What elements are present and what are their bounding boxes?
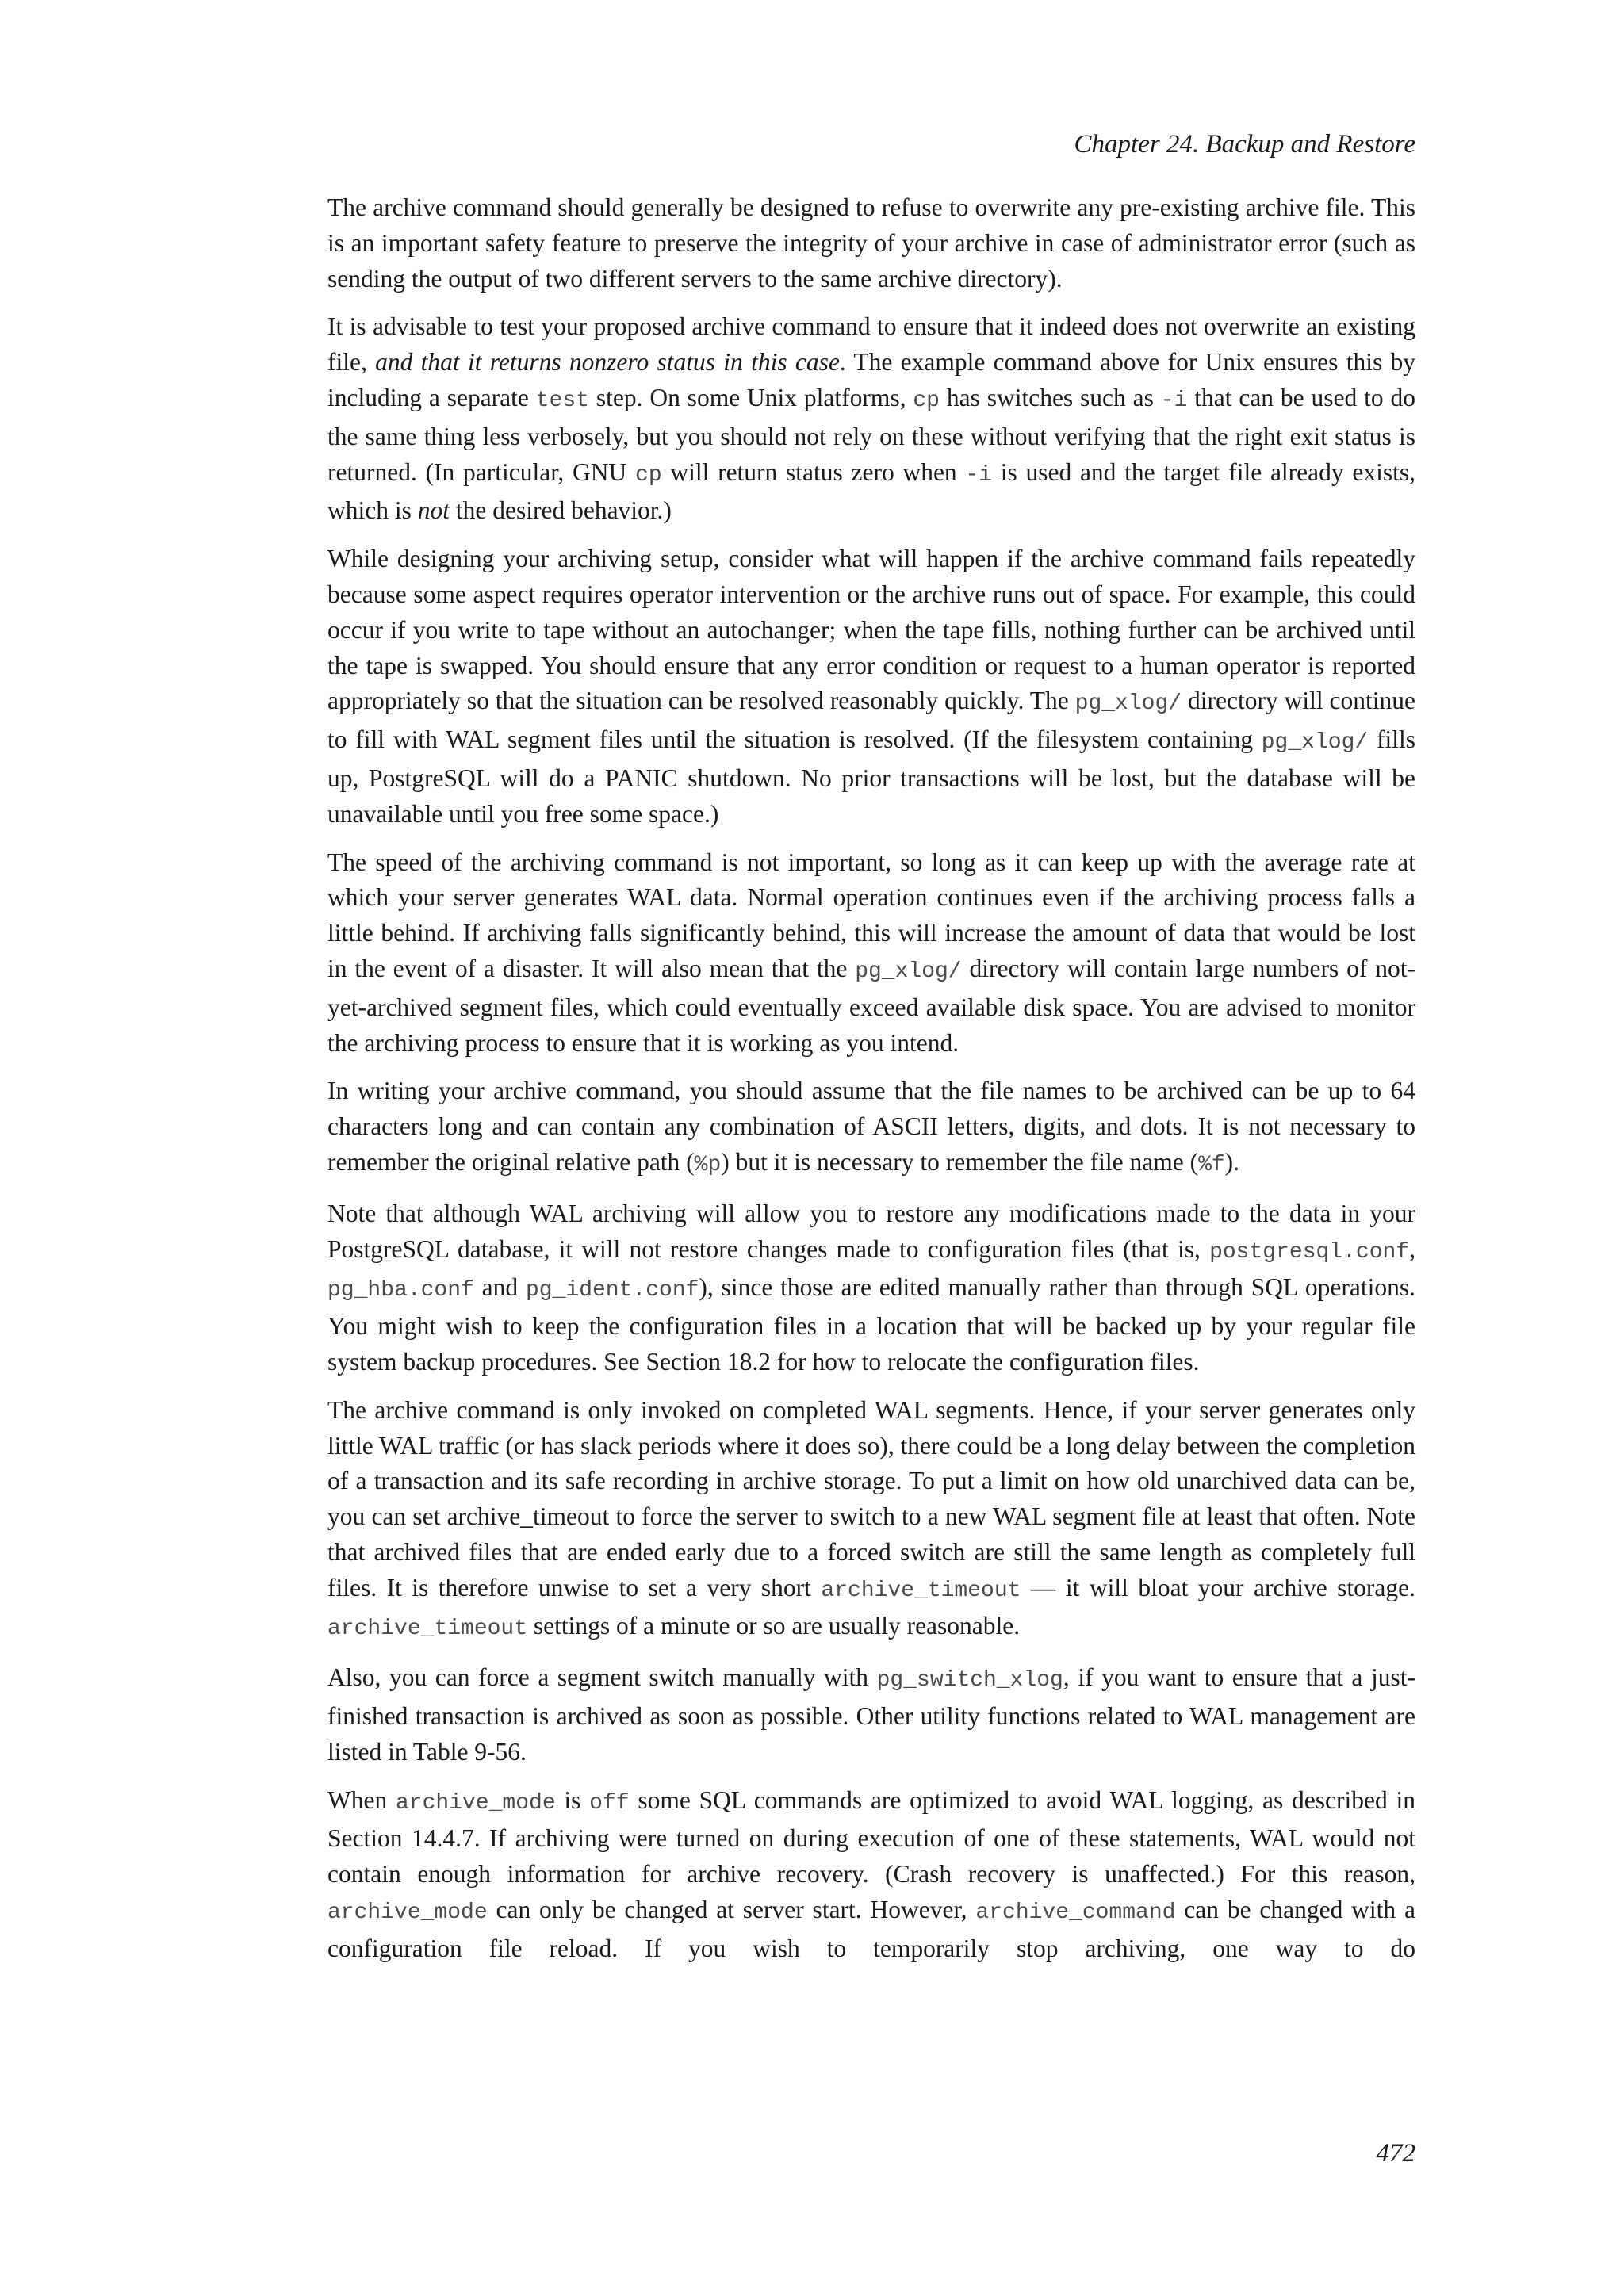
inline-code: test [535, 388, 589, 413]
paragraph-text: Note that although WAL archiving will allow you to restore any modifications made to the data in your PostgreSQL database, it will not restore changes made to configuration files (that is, [327, 1199, 1415, 1263]
inline-code: pg_xlog/ [855, 959, 962, 984]
paragraph-text: that can be used to do the same thing less verbosely, but you should not rely on these without verifying that the right exit status is returned. (In particular, GNU [327, 383, 1415, 486]
paragraph-text: fills up, PostgreSQL will do a PANIC shutdown. No prior transactions will be lost, but the database will be unavailable until you free some space.) [327, 725, 1415, 828]
inline-code: archive_timeout [327, 1617, 528, 1642]
paragraph-text: The archive command is only invoked on completed WAL segments. Hence, if your server generates only little WAL traffic (or has slack periods where it does so), there could be a long delay between the completion of a transaction and its safe recording in archive storage. To put a limit on how old unarchived data can be, you can set archive_timeout to force the server to switch to a new WAL segment file at least that often. Note that archived files that are ended early due to a forced switch are still the same length as completely full files. It is therefore unwise to set a very short [327, 1395, 1415, 1601]
paragraph-text: some SQL commands are optimized to avoid WAL logging, as described in Section 14.4.7. If archiving were turned on during execution of one of these statements, WAL would not contain enough information for archive recovery. (Crash recovery is unaffected.) For this reason, [327, 1785, 1415, 1888]
paragraph [327, 309, 1415, 529]
inline-code: off [589, 1790, 630, 1816]
inline-code: %p [694, 1152, 722, 1177]
paragraph [327, 1393, 1415, 1648]
inline-code: archive_timeout [821, 1578, 1021, 1603]
inline-code: cp [913, 388, 940, 413]
paragraph-text: ). [1224, 1147, 1240, 1176]
paragraph-text: directory will continue to fill with WAL segment files until the situation is resolved. (If the filesystem containing [327, 687, 1415, 754]
paragraph-text: can only be changed at server start. However, [487, 1896, 976, 1924]
paragraph-text: While designing your archiving setup, consider what will happen if the archive command fails repeatedly because some aspect requires operator intervention or the archive runs out of space. For example, this could occur if you write to tape without an autochanger; when the tape fills, nothing further can be archived until the tape is swapped. You should ensure that any error condition or request to a human operator is reported appropriately so that the situation can be resolved reasonably quickly. The [327, 545, 1415, 715]
inline-code: archive_mode [327, 1900, 488, 1926]
paragraph [327, 190, 1415, 297]
paragraph-text: the desired behavior.) [450, 496, 672, 525]
inline-code: pg_hba.conf [327, 1278, 474, 1303]
paragraph-text: The speed of the archiving command is not important, so long as it can keep up with the average rate at which your server generates WAL data. Normal operation continues even if the archiving process falls a little behind. If archiving falls significantly behind, this will increase the amount of data that would be lost in the event of a disaster. It will also mean that the [327, 848, 1415, 982]
inline-code: pg_switch_xlog [876, 1668, 1063, 1693]
paragraph-text: ), since those are edited manually rather than through SQL operations. You might wish to keep the configuration files in a location that will be backed up by your regular file system backup procedures. See Section 18.2 for how to relocate the configuration files. [327, 1273, 1416, 1376]
paragraph-text: ) but it is necessary to remember the file name ( [721, 1147, 1199, 1176]
paragraph-text: , [1409, 1234, 1415, 1263]
paragraph-text: is used and the target file already exists, which is [327, 457, 1415, 525]
paragraph-text: Also, you can force a segment switch manually with [327, 1663, 877, 1692]
inline-code: postgresql.conf [1209, 1239, 1410, 1265]
paragraph [327, 1783, 1415, 1967]
paragraph-text: In writing your archive command, you should assume that the file names to be archived can be up to 64 characters long and can contain any combination of ASCII letters, digits, and dots. It is not necessary to remember the original relative path ( [327, 1077, 1415, 1176]
paragraph-text: has switches such as [939, 383, 1161, 411]
inline-code: cp [635, 462, 662, 488]
paragraph-text: , if you want to ensure that a just-finished transaction is archived as soon as possible. Other utility functions related to WAL management are listed in Table 9-56. [327, 1663, 1415, 1766]
inline-code: -i [1160, 388, 1188, 413]
paragraph-text: settings of a minute or so are usually reasonable. [527, 1612, 1021, 1640]
inline-code: pg_xlog/ [1261, 730, 1369, 756]
inline-code: -i [965, 462, 993, 488]
inline-code: archive_mode [395, 1790, 556, 1816]
document-body [327, 190, 1415, 1980]
paragraph-text: and [473, 1273, 526, 1302]
paragraph-text: will return status zero when [661, 457, 966, 486]
paragraph-text: When [327, 1785, 396, 1814]
page-number: 472 [1376, 2139, 1415, 2168]
paragraph-text: It is advisable to test your proposed archive command to ensure that it indeed does not overwrite an existing file, [327, 312, 1415, 377]
inline-code: pg_ident.conf [525, 1278, 699, 1303]
paragraph [327, 845, 1415, 1062]
emphasis-text: not [417, 496, 450, 525]
paragraph-text: can be changed with a configuration file reload. If you wish to temporarily stop archiving, one way to do [327, 1896, 1415, 1962]
paragraph-text: directory will contain large numbers of not-yet-archived segment files, which could eventually exceed available disk space. You are advised to monitor the archiving process to ensure that it is working as you intend. [327, 954, 1415, 1057]
inline-code: pg_xlog/ [1074, 691, 1182, 717]
inline-code: archive_command [975, 1900, 1176, 1926]
paragraph [327, 1196, 1415, 1380]
paragraph-text: step. On some Unix platforms, [588, 383, 914, 411]
emphasis-text: and that it returns nonzero status in this case [375, 348, 840, 377]
paragraph-text: . The example command above for Unix ensures this by including a separate [327, 348, 1415, 411]
inline-code: %f [1198, 1152, 1225, 1177]
paragraph-text: — it will bloat your archive storage. [1021, 1573, 1415, 1601]
paragraph-text: is [555, 1785, 590, 1814]
paragraph [327, 1660, 1415, 1770]
paragraph [327, 541, 1415, 832]
paragraph [327, 1073, 1415, 1183]
paragraph-text: The archive command should generally be designed to refuse to overwrite any pre-existing archive file. This is an important safety feature to preserve the integrity of your archive in case of administrator error (such as sending the output of two different servers to the same archive directory). [327, 193, 1415, 293]
chapter-header: Chapter 24. Backup and Restore [1074, 130, 1415, 159]
